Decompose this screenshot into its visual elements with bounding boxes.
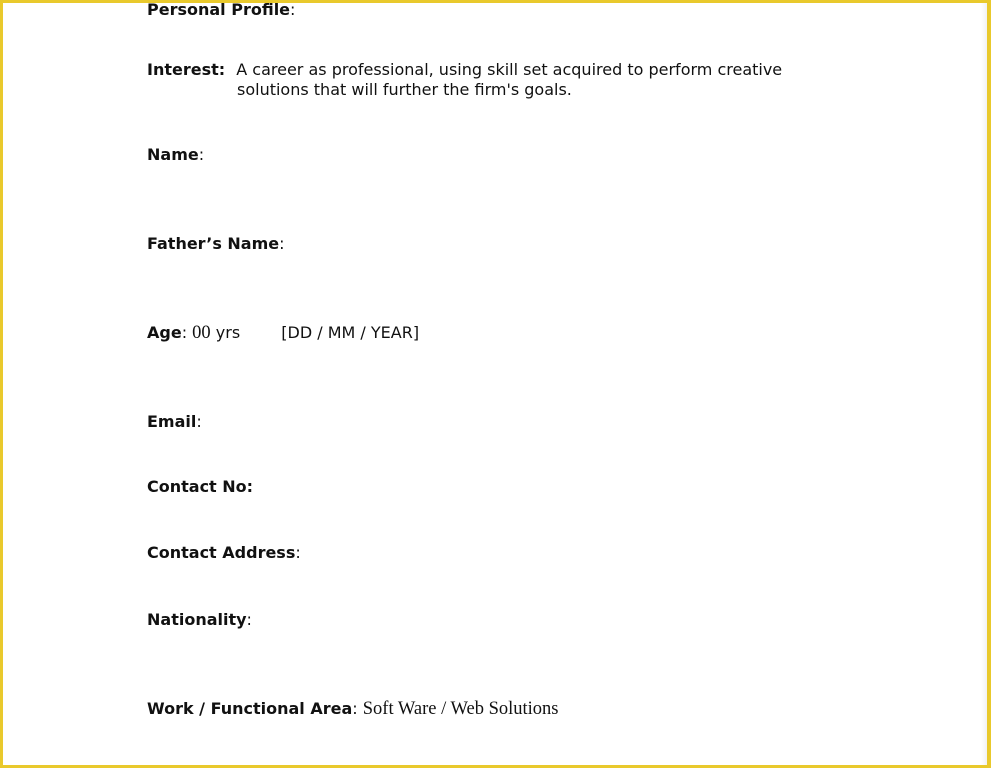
interest-label: Interest: [147, 60, 226, 79]
fathers-name-colon: : [279, 234, 285, 253]
section-title-text: Personal Profile [147, 0, 291, 19]
page-edge-shadow [981, 3, 987, 765]
email-label: Email [147, 412, 197, 431]
interest-field [147, 60, 782, 100]
name-field [147, 145, 204, 165]
age-field [147, 323, 419, 343]
interest-line-1 [147, 60, 782, 80]
email-colon: : [196, 412, 202, 431]
dob-format: [DD / MM / YEAR] [281, 323, 420, 342]
contact-no-label: Contact No: [147, 477, 254, 496]
interest-line-2 [147, 80, 782, 100]
contact-address-colon: : [295, 543, 301, 562]
interest-text-line-2: solutions that will further the firm's goals. [237, 80, 572, 99]
work-area-field [147, 699, 559, 719]
age-label: Age [147, 323, 182, 342]
fathers-name-field [147, 234, 285, 254]
name-colon: : [198, 145, 205, 164]
contact-no-field [147, 477, 253, 497]
fathers-name-label: Father’s Name [147, 234, 280, 253]
interest-text-line-1: A career as professional, using skill set acquired to perform creative [236, 60, 783, 79]
age-number: 00 [192, 323, 211, 343]
contact-address-label: Contact Address [147, 543, 296, 562]
section-title [147, 0, 295, 20]
nationality-colon: : [246, 610, 252, 629]
email-field [147, 412, 202, 432]
age-colon: : [181, 323, 193, 342]
work-area-label: Work / Functional Area [147, 699, 353, 718]
section-title-colon: : [290, 0, 296, 19]
nationality-field [147, 610, 252, 630]
age-unit: yrs [215, 323, 241, 342]
nationality-label: Nationality [147, 610, 247, 629]
work-area-value: Soft Ware / Web Solutions [362, 699, 559, 719]
name-label: Name [147, 145, 199, 164]
contact-address-field [147, 543, 301, 563]
work-area-colon: : [352, 699, 363, 718]
